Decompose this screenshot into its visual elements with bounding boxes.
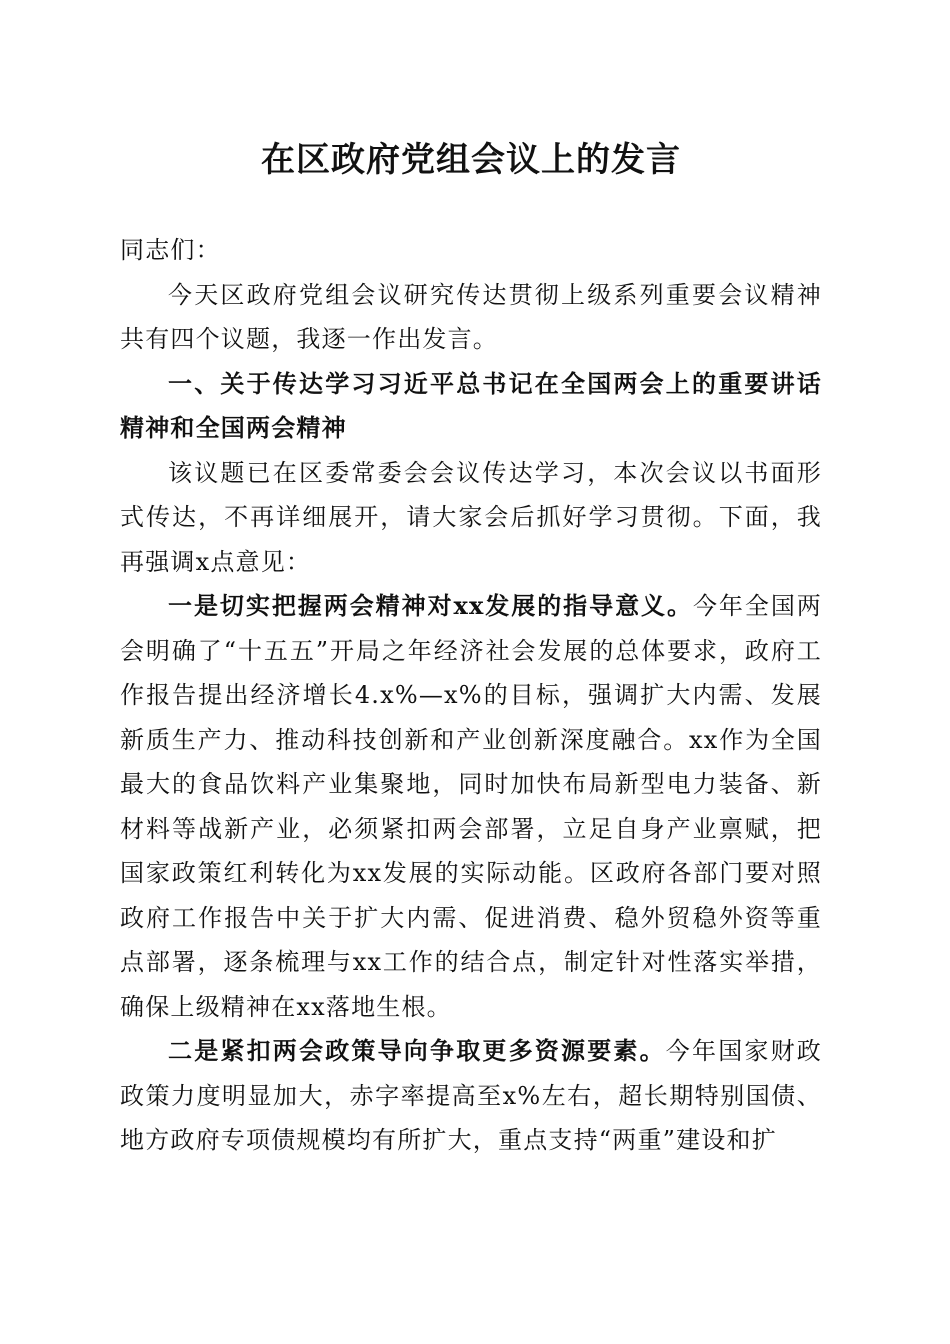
point-one-text: 今年全国两会明确了“十五五”开局之年经济社会发展的总体要求，政府工作报告提出经济增长4.x%—x%的目标，强调扩大内需、发展新质生产力、推动科技创新和产业创新深度融合。xx作为全国最大的食品饮料产业集聚地，同时加快布局新型电力装备、新材料等战新产业，必须紧扣两会部署，立足自身产业禀赋，把国家政策红利转化为xx发展的实际动能。区政府各部门要对照政府工作报告中关于扩大内需、促进消费、稳外贸稳外资等重点部署，逐条梳理与xx工作的结合点，制定针对性落实举措，确保上级精神在xx落地生根。 <box>120 592 822 1021</box>
point-one-paragraph <box>120 584 822 1029</box>
point-one-lead: 一是切实把握两会精神对xx发展的指导意义。 <box>168 591 693 620</box>
greeting: 同志们： <box>120 236 221 264</box>
section-heading: 一、关于传达学习习近平总书记在全国两会上的重要讲话精神和全国两会精神 <box>120 369 822 442</box>
point-two-text: 今年国家财政政策力度明显加大，赤字率提高至x%左右，超长期特别国债、地方政府专项债规模均有所扩大，重点支持“两重”建设和扩 <box>120 1037 822 1154</box>
section-body-paragraph: 该议题已在区委常委会会议传达学习，本次会议以书面形式传达，不再详细展开，请大家会后抓好学习贯彻。下面，我再强调x点意见： <box>120 458 822 576</box>
point-two-paragraph <box>120 1029 822 1163</box>
document-title: 在区政府党组会议上的发言 <box>261 140 681 180</box>
point-two-lead: 二是紧扣两会政策导向争取更多资源要素。 <box>168 1036 666 1065</box>
intro-paragraph: 今天区政府党组会议研究传达贯彻上级系列重要会议精神共有四个议题，我逐一作出发言。 <box>120 280 822 353</box>
